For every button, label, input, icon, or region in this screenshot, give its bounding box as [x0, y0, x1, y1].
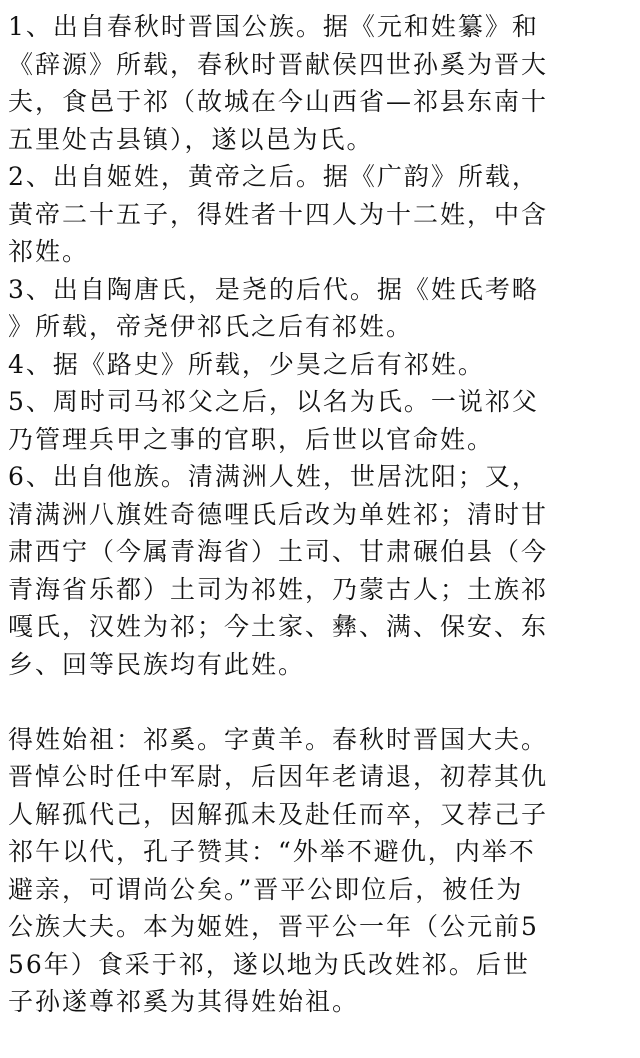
text-line: 青海省乐都）土司为祁姓，乃蒙古人；土族祁 — [8, 574, 549, 604]
text-line: 得姓始祖：祁奚。字黄羊。春秋时晋国大夫。 — [8, 724, 549, 754]
text-line: 祁姓。 — [8, 237, 90, 266]
origin-item-4 — [8, 346, 636, 384]
origin-item-2 — [8, 158, 636, 271]
text-line: 3、出自陶唐氏，是尧的后代。据《姓氏考略 — [8, 274, 539, 304]
text-line: 2、出自姬姓，黄帝之后。据《广韵》所载， — [8, 162, 539, 191]
text-line: 清满洲八旗姓奇德哩氏后改为单姓祁；清时甘 — [8, 499, 549, 529]
text-line: 夫，食邑于祁（故城在今山西省—祁县东南十 — [8, 87, 549, 116]
origin-item-1 — [8, 8, 636, 158]
text-line: 肃西宁（今属青海省）土司、甘肃碾伯县（今 — [8, 537, 549, 566]
text-line: 《辞源》所载，春秋时晋献侯四世孙奚为晋大 — [8, 49, 549, 79]
text-line: 56年）食采于祁，遂以地为氏改姓祁。后世 — [8, 949, 530, 979]
origin-item-3 — [8, 271, 636, 346]
text-line: 嘎氏，汉姓为祁；今土家、彝、满、保安、东 — [8, 612, 549, 641]
text-line: 4、据《路史》所载，少昊之后有祁姓。 — [8, 349, 485, 379]
text-line: 黄帝二十五子，得姓者十四人为十二姓，中含 — [8, 199, 549, 229]
text-line: 乡、回等民族均有此姓。 — [8, 649, 306, 679]
text-line: 人解孤代己，因解孤未及赴任而卒，又荐己子 — [8, 799, 549, 829]
text-line: 晋悼公时任中军尉，后因年老请退，初荐其仇 — [8, 762, 549, 791]
text-line: 公族大夫。本为姬姓，晋平公一年（公元前5 — [8, 912, 539, 941]
text-line: 5、周时司马祁父之后，以名为氏。一说祁父 — [8, 387, 539, 416]
text-line: 》所载，帝尧伊祁氏之后有祁姓。 — [8, 312, 414, 341]
origin-item-6 — [8, 458, 636, 683]
text-line: 避亲，可谓尚公矣。”晋平公即位后，被任为 — [8, 874, 524, 904]
ancestor-paragraph — [8, 721, 636, 1021]
text-line: 祁午以代，孔子赞其：“外举不避仇，内举不 — [8, 837, 536, 866]
paragraph-gap — [8, 683, 636, 721]
text-line: 子孙遂尊祁奚为其得姓始祖。 — [8, 987, 360, 1016]
text-line: 乃管理兵甲之事的官职，后世以官命姓。 — [8, 424, 495, 454]
text-line: 1、出自春秋时晋国公族。据《元和姓纂》和 — [8, 12, 539, 41]
origin-item-5 — [8, 383, 636, 458]
text-line: 6、出自他族。清满洲人姓，世居沈阳；又， — [8, 462, 539, 491]
document-body — [8, 8, 636, 1021]
text-line: 五里处古县镇），遂以邑为氏。 — [8, 124, 374, 154]
